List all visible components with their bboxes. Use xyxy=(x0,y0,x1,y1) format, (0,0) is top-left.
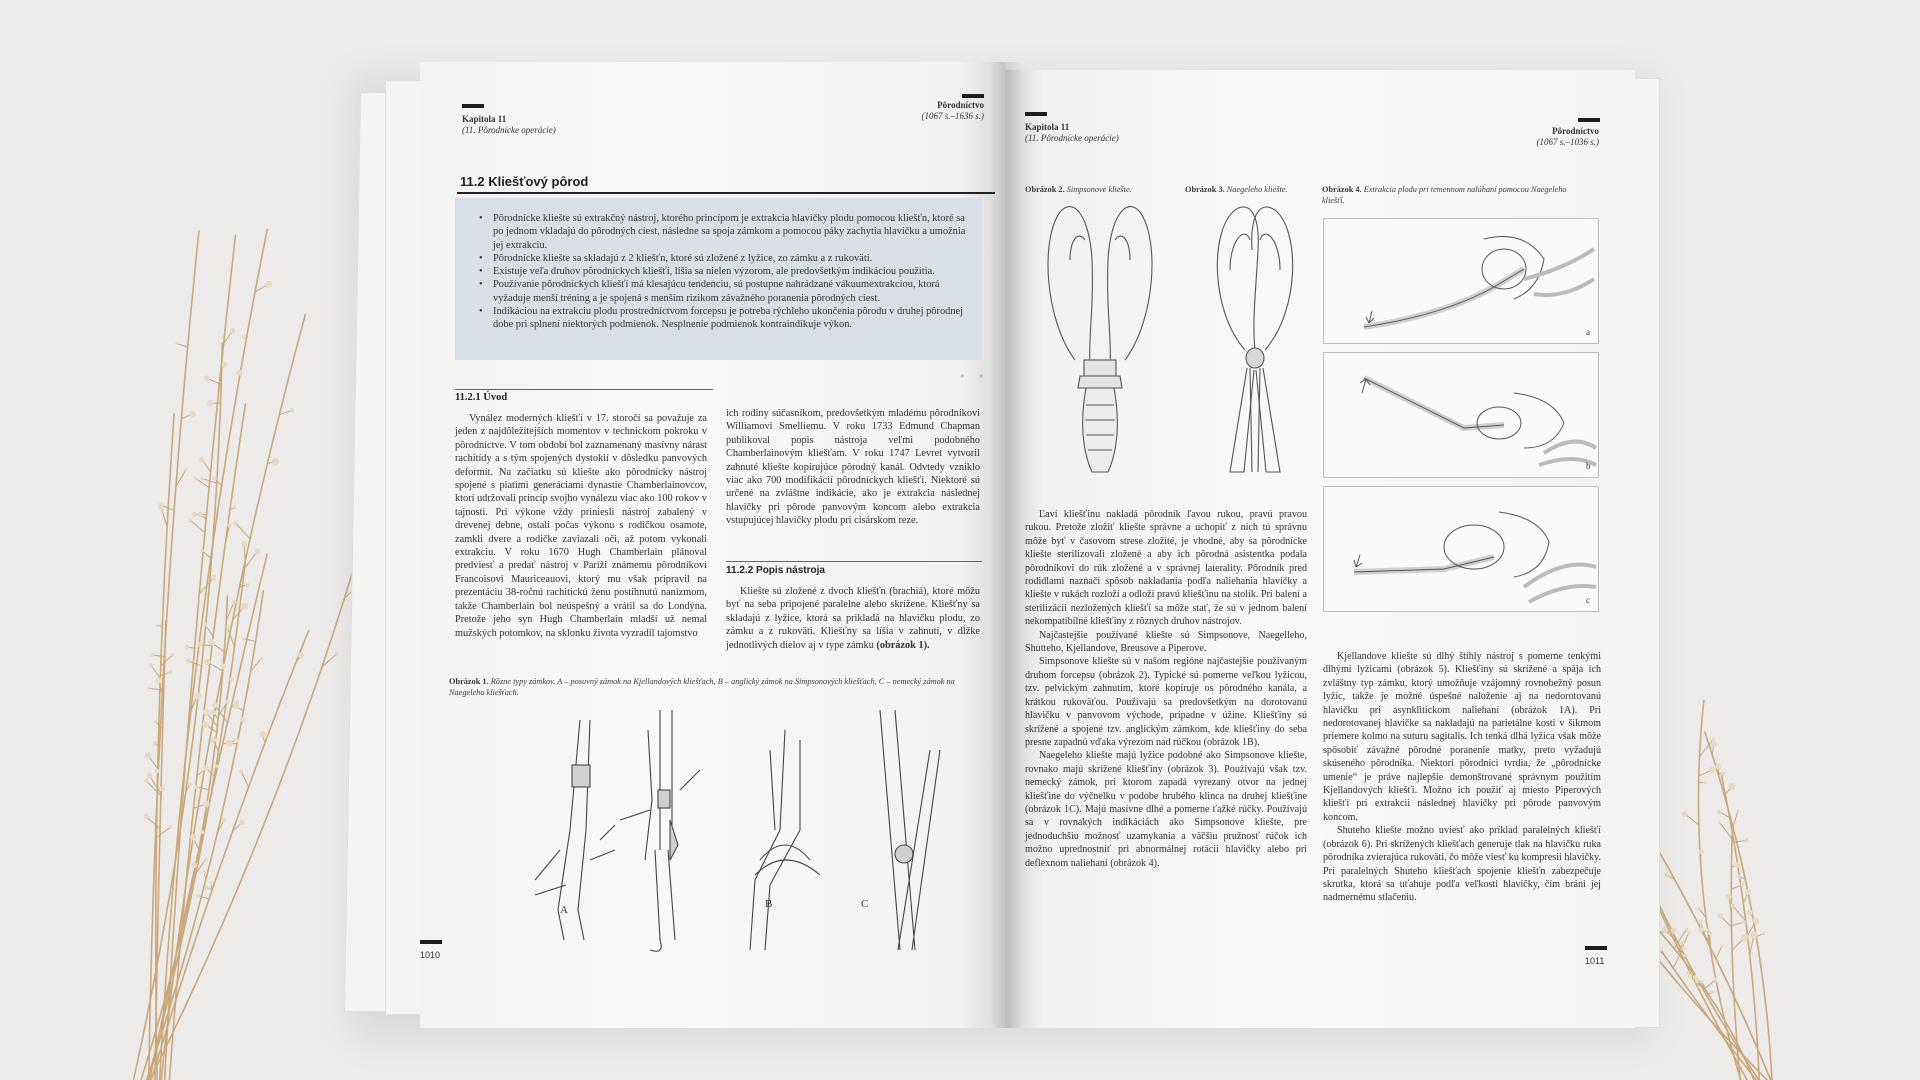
left-running-head-right xyxy=(860,100,984,122)
decorative-dots: ● ● xyxy=(960,371,990,380)
paragraph: Shuteho kliešte možno uviesť ako príklad paralelných kliešťí (obrázok 6). Pri skrížených kliešťach generuje tlak na hlavičku ruka pôrodníka zvierajúca rukoväti, čo môže viesť ku kompresii hlavičky. Pri paralelných Shuteho kliešťach spojenie kliešťn zabezpečuje skrutka, ktorá sa uťahuje podľa veľkosti hlavičky, čím bráni jej nadmernému stlačeniu. xyxy=(1323,825,1601,904)
paragraph: Naegeleho kliešte majú lyžice podobné ako Simpsonove kliešte, rovnako majú skrížené kliešťiny (obrázok 3). Používajú však tzv. nemecký zámok, pri ktorom zapadá vyrezaný otvor na jednej kliešťine do výčnelku v podobe hrubého klinca na druhej kliešťine (obrázok 1C). Majú masívne dlhé a pomerne ťažké rúčky. Používajú sa v rovnakých indikáciách ako Simpsonove kliešte, pre jednoduchšiu možnosť uzamykania a väčšiu pružnosť rúčok ich možno uprednostniť pri abnormálnej rotácii hlavičky alebo pri deflexnom naliehaní (obrázok 4). xyxy=(1025,750,1307,869)
figure4-letter-b: b xyxy=(1586,461,1591,471)
subsection-rule xyxy=(726,561,982,562)
right-page-number: 1011 xyxy=(1585,956,1605,966)
left-running-head xyxy=(462,114,556,136)
summary-bullet: • Používanie pôrodníckych kliešťí má klesajúcu tendenciu, sú postupne nahrádzané vákuumextrakciou, ktorá vyžaduje menší tréning a je spojená s menším rizikom závažného poranenia pôrodných ciest. xyxy=(479,278,970,305)
figure3-text: Naegeleho kliešte. xyxy=(1226,185,1288,194)
running-head-sub: (11. Pôrodnícke operácie) xyxy=(462,125,556,135)
section-title-rule xyxy=(457,192,995,194)
right-column-1 xyxy=(1025,508,1307,870)
right-running-head-right xyxy=(1475,126,1599,148)
figure4-drawing-c xyxy=(1324,487,1600,613)
summary-bullet: • Existuje veľa druhov pôrodníckych kliešťí, líšia sa nielen výzorom, ale predovšetkým indikáciou použitia. xyxy=(479,265,970,278)
header-bar-right xyxy=(1578,118,1600,122)
header-bar-left xyxy=(462,104,484,108)
figure4-label: Obrázok 4. xyxy=(1322,185,1362,194)
figure2-caption xyxy=(1025,185,1175,196)
header-bar-right xyxy=(962,94,984,98)
running-head-title: Pôrodníctvo xyxy=(1552,126,1599,136)
summary-bullet: • Pôrodnícke kliešte sa skladajú z 2 kliešťn, ktoré sú zložené z lyžice, zo zámku a z rukoväti. xyxy=(479,252,970,265)
figure3-caption xyxy=(1185,185,1315,196)
figure3-naegele-forceps xyxy=(1200,200,1310,480)
subsection-title-description: 11.2.2 Popis nástroja xyxy=(726,565,825,576)
figure1-letter-a: A xyxy=(560,904,568,916)
figure4-letter-c: c xyxy=(1586,595,1590,605)
right-running-head xyxy=(1025,122,1119,144)
paragraph: Najčastejšie používané kliešte sú Simpsonove, Naegelleho, Shutteho, Kjellandove, Breusove a Piperove. xyxy=(1025,629,1307,655)
figure1-label: Obrázok 1. xyxy=(449,677,489,686)
figure2-text: Simpsonove kliešte. xyxy=(1066,185,1132,194)
running-head-chapter: Kapitola 11 xyxy=(462,114,507,124)
figure4-text: Extrakcia plodu pri temennom nalúhaní pomocou Naegeleho kliešťí. xyxy=(1322,185,1567,205)
right-column-2 xyxy=(1323,650,1601,905)
left-column-2b xyxy=(726,585,980,652)
left-column-2 xyxy=(726,407,980,528)
footer-bar-right xyxy=(1585,946,1607,950)
summary-bullet: • Pôrodnícke kliešte sú extrakčný nástroj, ktorého princípom je extrakcia hlavičky plodu pomocou kliešťn, ktoré sa po jednom vkladajú do pôrodných ciest, následne sa spoja zámkom a pomocou páky zachytia hlavičku a umožnia jej extrakciu. xyxy=(479,212,970,252)
summary-bullet: • Indikáciou na extrakciu plodu prostredníctvom forcepsu je potreba rýchleho ukončenia pôrodu v druhej pôrodnej dobe pri splnení niektorých podmienok. Nesplnenie podmienok kontraindikuje výkon. xyxy=(479,305,970,332)
figure1-forceps-locks xyxy=(500,710,1000,950)
paragraph: Ľaví kliešťinu nakladá pôrodník ľavou rukou, pravú pravou rukou. Pretože zložiť kliešte správne a uchopiť z nich tú správnu môže byť v časovom strese zložité, je vhodné, aby sa pôrodnícke kliešte sterilizovali zložené a aby ich pôrodná asistentka podala pôrodníkovi do rúk zložené a v správnej laterality. Pôrodník pred rodidlami naznačí spôsob nakladania podľa naliehania hlavičky a kliešte v rukách rozloží a odloží pravú kliešťinu na stolík. Pri balení a sterilizácii nezložených kliešťí sa môže stať, že sú v jednom balení nekompatibilné kliešťiny z rôznych druhov nástrojov. xyxy=(1025,509,1307,628)
left-column-1 xyxy=(455,412,707,640)
running-head-sub: (11. Pôrodnícke operácie) xyxy=(1025,133,1119,143)
paragraph: Simpsonove kliešte sú v našom regióne najčastejšie používaným druhom forcepsu (obrázok 2). Typické sú pomerne veľkou lyžicou, tzv. pelvickým zahnutím, ktoré kopíruje os pôrodného kanála, a krátkou rukoväťou. Používajú sa predovšetkým na dorotovanú hlavičku v panvovom východe, prípadne v úžine. Kliešťiny sú skrížené a spojené tzv. anglickým zámkom, kde kliešťiny do seba presne zapadnú vďaka výrezom nad rúčkou (obrázok 1B). xyxy=(1025,656,1307,748)
summary-box xyxy=(455,198,982,360)
figure-ref: (obrázok 1). xyxy=(876,639,930,651)
figure4-drawing-a xyxy=(1324,219,1600,345)
subsection-title-intro: 11.2.1 Úvod xyxy=(455,392,508,403)
figure1-letter-c: C xyxy=(861,898,869,910)
figure2-label: Obrázok 2. xyxy=(1025,185,1065,194)
section-title: 11.2 Kliešťový pôrod xyxy=(460,174,589,189)
left-page-number: 1010 xyxy=(420,950,441,960)
figure1-text: Rôzne typy zámkov. A – posuvný zámok na Kjellandových kliešťach, B – anglický zámok na Simpsonových kliešťach, C – nemecký zámok na Naegeleho kliešťach. xyxy=(449,677,955,697)
figure4-letter-a: a xyxy=(1586,327,1590,337)
figure2-simpson-forceps xyxy=(1040,200,1160,480)
figure4-drawing-b xyxy=(1324,353,1600,479)
paragraph: ich rodiny súčasníkom, predovšetkým mladému pôrodníkovi Williamovi Smelliemu. V roku 1733 Edmund Chapman publikoval popis nástroja veľmi podobného Chamberlainovým kliešťam. V roku 1747 Levret vytvoril zahnuté kliešte kopírujúce pôrodný kanál. Odvtedy vzniklo viac ako 700 modifikácií pôrodníckych kliešťí. Niektoré sú určené na zvláštne indikácie, ako je extrakcia následnej hlavičky pri pôrode panvovým koncom alebo extrakcia vstupujúcej hlavičky plodu pri cisárskom reze. xyxy=(726,408,980,527)
footer-bar-left xyxy=(420,940,442,944)
figure4-panel-a xyxy=(1323,218,1599,344)
figure4-panel-c xyxy=(1323,486,1599,612)
subsection-rule xyxy=(455,389,713,390)
figure4-caption xyxy=(1322,185,1582,206)
paragraph: Kjellandove kliešte sú dlhý štíhly nástroj s pomerne tenkými dlhými lyžicami (obrázok 5). Kliešťiny sú skrížené a spája ich zvláštny typ zámku, ktorý umožňuje vzájomný rovnobežný posun lyžíc, takže je možné úspešné naloženie aj na nedorotovanú hlavičku pri asynklitickom naliehaní (obrázok 1A). Pri nedorotovanej hlavičke sa nakladajú na parietálne kosti v šikmom priemere kolmo na suturu sagitalis. Ich tenká dlhá lyžica však môže spôsobiť závažné pôrodné poranenie matky, preto vyžadujú skúseného pôrodníka. Niektorí pôrodníci tvrdia, že „pôrodnícke umenie“ je práve najlepšie demonštrované správnym použitím Kjellandových kliešťí. Možno ich použiť aj miesto Piperových kliešťí pri extrakcii následnej hlavičky pri pôrode panvovým koncom. xyxy=(1323,651,1601,823)
figure1-caption xyxy=(449,677,984,698)
figure3-label: Obrázok 3. xyxy=(1185,185,1225,194)
running-head-chapter: Kapitola 11 xyxy=(1025,122,1070,132)
figure1-letter-b: B xyxy=(765,898,773,910)
running-head-title: Pôrodníctvo xyxy=(937,100,984,110)
paragraph: Kliešte sú zložené z dvoch kliešťn (brachiá), ktoré môžu byť na seba pripojené paralelne alebo skrížene. Kliešťny sa skladajú z lyžice, ktorá sa prikladá na hlavičku plodu, zo zámku a z rukoväti. Kliešťny sa líšia v zahnutí, v dĺžke jednotlivých dielov aj v type zámku xyxy=(726,586,980,651)
running-head-range: (1067 s.–1036 s.) xyxy=(1536,137,1599,147)
paragraph: Vynález moderných kliešťí v 17. storočí sa považuje za jeden z najdôležitejších momentov v technickom pokroku v pôrodníctve. V tom období bol zaznamenaný masívny nárast rachitídy a s tým spojených dystokií v dôsledku panvových deformít. Na začiatku sú kliešte ako pôrodnícky nástroj spojené s piatimi generáciami dynastie Chamberlainovcov, ktorí udržovali princíp svojho vynálezu viac ako 100 rokov v tajnosti. Pri výkone vždy priniesli nástroj zabalený v drevenej debne, ostali počas výkonu s rodičkou osamote, zamkli dvere a rodičke zaviazali oči, až potom vykonali extrakciu. V roku 1670 Hugh Chamberlain plánoval predviesť a predať nástroj v Paríži známemu pôrodníkovi Francoisovi Mauriceauovi, ktorý mu však pripravil na prezentáciu 38-ročnú rachitickú ženu postihnutú nanizmom, takže Chamberlain bol neúspešný a vrátil sa do Londýna. Pretože jeho syn Hugh Chamberlain mladší už nemal mužských potomkov, na sklonku života vyzradil tajomstvo xyxy=(455,413,707,639)
header-bar-left xyxy=(1025,112,1047,116)
running-head-range: (1067 s.–1636 s.) xyxy=(921,111,984,121)
figure4-panel-b xyxy=(1323,352,1599,478)
